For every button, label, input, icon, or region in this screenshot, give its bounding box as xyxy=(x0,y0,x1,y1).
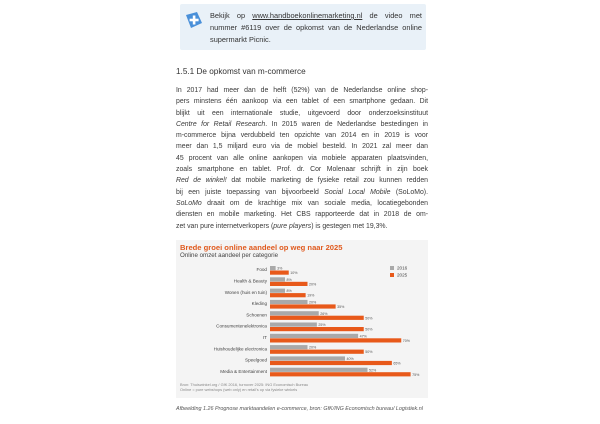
category-label: IT xyxy=(262,335,267,340)
bar-2025-2 xyxy=(270,293,306,297)
body-segment: diensten en mobile marketing. Het CBS rapporteerde dat in 2018 de om- xyxy=(176,211,428,219)
bar-2025-9 xyxy=(270,372,411,376)
tip-text xyxy=(210,10,422,46)
bar-2016-4 xyxy=(270,311,319,315)
tip-box xyxy=(180,4,426,50)
category-label: Huishoudelijke electronica xyxy=(213,346,267,352)
body-segment: dat mobile marketing de fysieke retail zou kunnen redden xyxy=(226,177,428,185)
bar-2025-7 xyxy=(270,350,364,354)
body-paragraph xyxy=(176,85,428,232)
body-emphasis: Centre for Retail Research xyxy=(176,120,266,128)
chart-source-line-1: Bron: Thuiswinkel.org / GfK 2016, turnover 2025: ING Economisch Bureau xyxy=(180,382,309,387)
body-segment: zet van pure internetverkopers ( xyxy=(176,222,274,230)
section-title: 1.5.1 De opkomst van m-commerce xyxy=(176,67,306,76)
bar-2025-5 xyxy=(270,327,364,331)
body-line xyxy=(176,175,428,186)
body-line xyxy=(176,187,428,198)
figure-caption: Afbeelding 1.26 Prognose marktaandelen e-commerce, bron: GfK/ING Economisch bureau/ Logistiek.nl xyxy=(176,406,423,412)
data-label: 75% xyxy=(412,372,420,377)
bar-2025-3 xyxy=(270,304,336,308)
bar-2016-1 xyxy=(270,277,285,281)
body-line xyxy=(176,198,428,209)
body-line xyxy=(176,209,428,220)
body-line xyxy=(176,153,428,164)
data-label: 26% xyxy=(320,311,328,316)
bar-chart xyxy=(176,240,428,398)
data-label: 50% xyxy=(365,327,373,332)
body-segment: blijkt uit een internationale studie, uitgevoerd door onderzoeksinstituut xyxy=(176,109,428,117)
data-label: 50% xyxy=(365,316,373,321)
chart-source xyxy=(180,382,424,392)
bar-2025-8 xyxy=(270,361,392,365)
body-segment: bij een juiste toepassing van bijvoorbeeld xyxy=(176,188,325,196)
body-line xyxy=(176,130,428,141)
category-label: Wonen (huis en tuin) xyxy=(224,289,267,295)
body-line xyxy=(176,164,428,175)
tip-line-2: nummer #6119 over de opkomst van de Nederlandse online xyxy=(210,23,422,32)
data-label: 40% xyxy=(346,357,354,361)
body-emphasis: pure players xyxy=(273,222,312,230)
data-label: 3% xyxy=(277,266,283,271)
body-segment: meer dan 1,5 miljard euro via de mobiel besteld. In 2021 zal meer dan xyxy=(176,143,428,151)
data-label: 20% xyxy=(309,282,317,287)
bar-2016-0 xyxy=(270,266,276,270)
bar-2016-2 xyxy=(270,289,285,293)
data-label: 35% xyxy=(337,305,345,309)
body-segment: zoals smartphone en tablet. Prof. dr. Cor Molenaar schrijft in zijn boek xyxy=(176,166,428,174)
data-label: 8% xyxy=(286,289,292,294)
legend-swatch-2025 xyxy=(390,273,394,277)
bar-2025-0 xyxy=(270,271,289,275)
bar-2016-9 xyxy=(270,368,368,372)
legend-label-2016: 2016 xyxy=(397,265,408,271)
body-line xyxy=(176,96,428,107)
category-label: Speelgoed xyxy=(245,357,267,363)
body-line xyxy=(176,119,428,130)
category-label: Consumentenelektronica xyxy=(216,323,267,329)
category-label: Health & Beauty xyxy=(233,278,267,284)
bar-2016-8 xyxy=(270,356,345,360)
chart-source-line-2: Online = pure webshops (web only) en retail's op via fysieke winkels xyxy=(180,387,298,392)
body-emphasis: Social Local Mobile xyxy=(324,188,391,196)
data-label: 52% xyxy=(369,368,377,373)
bar-2025-4 xyxy=(270,316,364,320)
body-segment: ) is gestegen met 19,3%. xyxy=(311,222,388,230)
body-segment: pers minstens één aankoop via een tablet of een smartphone gedaan. Dit xyxy=(176,98,428,106)
data-label: 19% xyxy=(307,293,315,298)
data-label: 47% xyxy=(359,334,367,339)
data-label: 65% xyxy=(393,361,401,366)
plus-cross-icon xyxy=(185,11,203,29)
bar-2025-1 xyxy=(270,282,308,286)
data-label: 70% xyxy=(402,338,410,343)
chart-subtitle: Online omzet aandeel per categorie xyxy=(180,252,279,259)
body-line xyxy=(176,85,428,96)
data-label: 8% xyxy=(286,277,292,282)
bar-2016-6 xyxy=(270,334,358,338)
tip-line-1: de video met xyxy=(369,11,422,20)
body-segment: In 2017 had meer dan de helft (52%) van de Nederlandse online shop- xyxy=(176,87,428,94)
body-segment: . In 2015 waren de Nederlandse bestedingen in xyxy=(265,120,428,128)
body-segment: (SoLoMo). xyxy=(390,188,428,196)
data-label: 20% xyxy=(309,345,317,350)
body-segment: m-commerce bijna verdubbeld ten opzichte van 2014 en in 2019 is voor xyxy=(176,132,428,140)
chart-title: Brede groei online aandeel op weg naar 2025 xyxy=(180,243,343,252)
handboek-link[interactable]: www.handboekonlinemarketing.nl xyxy=(252,11,363,20)
bar-2025-6 xyxy=(270,338,401,342)
body-segment: draait om de krachtige mix van sociale media, locatiegebonden xyxy=(201,199,428,207)
category-label: Kleding xyxy=(251,301,267,307)
data-label: 10% xyxy=(290,271,298,276)
body-line xyxy=(176,108,428,119)
category-label: Schoenen xyxy=(246,312,267,318)
data-label: 20% xyxy=(309,300,317,305)
bar-2016-7 xyxy=(270,345,308,349)
bar-2016-5 xyxy=(270,323,317,327)
tip-line-3: supermarkt Picnic. xyxy=(210,35,271,44)
tip-prefix: Bekijk op xyxy=(210,11,246,20)
body-line xyxy=(176,221,428,232)
body-segment: 45 procent van alle online aankopen via mobiele apparaten plaatsvinden, xyxy=(176,154,428,162)
body-emphasis: Red de winkel! xyxy=(176,177,227,185)
chart-figure xyxy=(176,240,428,398)
data-label: 50% xyxy=(365,350,373,355)
body-line xyxy=(176,141,428,152)
data-label: 25% xyxy=(318,323,326,328)
bar-2016-3 xyxy=(270,300,308,304)
legend-label-2025: 2025 xyxy=(397,272,408,278)
body-emphasis: SoLoMo xyxy=(176,199,202,207)
category-label: Media & Entertainment xyxy=(220,368,267,374)
category-label: Food xyxy=(256,267,267,273)
legend-swatch-2016 xyxy=(390,266,394,270)
